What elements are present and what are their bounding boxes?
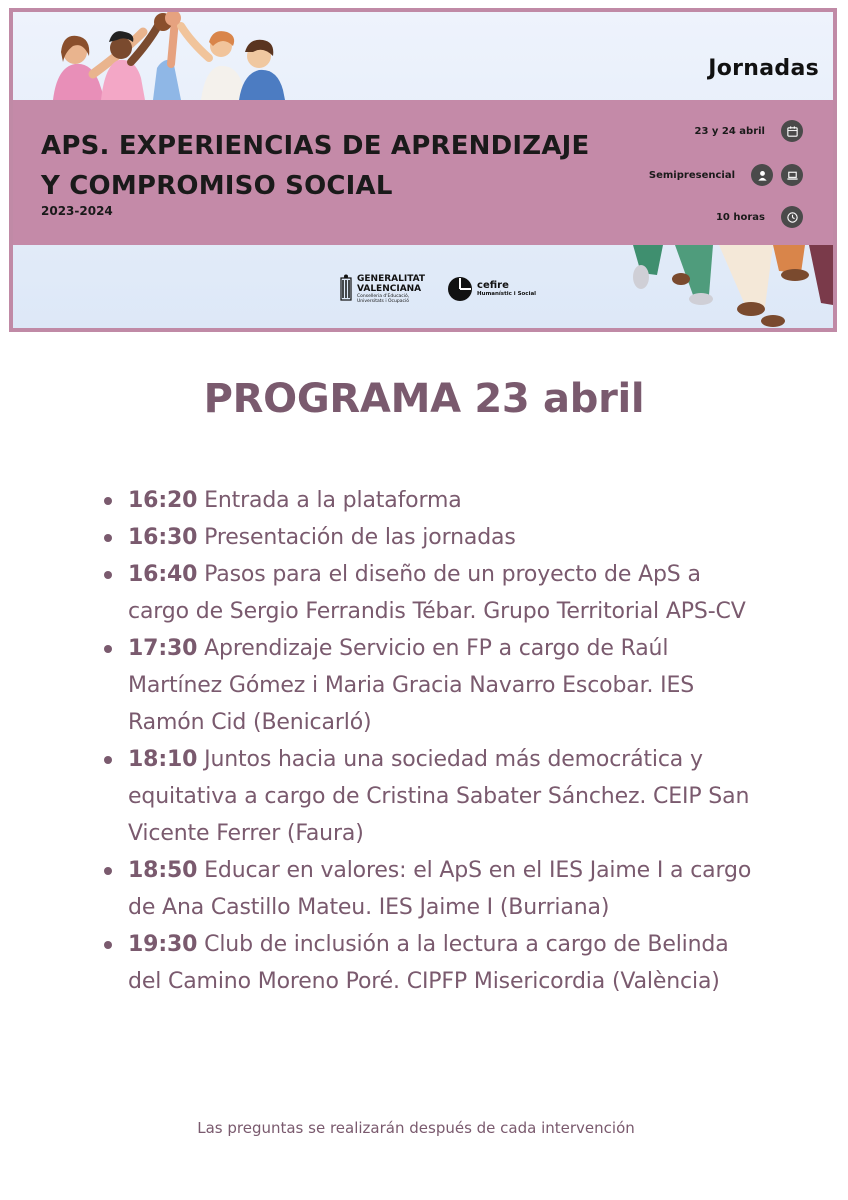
program-item xyxy=(128,482,768,519)
dates-text: 23 y 24 abril xyxy=(694,125,765,137)
program-item xyxy=(128,556,768,630)
event-label: Jornadas xyxy=(708,56,819,81)
gva-line2: VALENCIANA xyxy=(357,284,422,294)
item-text: Educar en valores: el ApS en el IES Jaime I a cargo de Ana Castillo Mateu. IES Jaime I (Burriana) xyxy=(128,858,752,920)
item-text: Entrada a la plataforma xyxy=(204,488,462,513)
event-banner xyxy=(9,8,837,332)
clock-icon xyxy=(781,206,803,228)
item-text: Club de inclusión a la lectura a cargo de Belinda del Camino Moreno Poré. CIPFP Misericordia (València) xyxy=(128,932,729,994)
program-item xyxy=(128,519,768,556)
info-dates xyxy=(695,120,804,142)
event-title xyxy=(41,126,641,206)
item-text: Juntos hacia una sociedad más democrática y equitativa a cargo de Cristina Sabater Sánchez. CEIP San Vicente Ferrer (Faura) xyxy=(128,747,750,846)
info-hours xyxy=(716,206,803,228)
legs-illustration xyxy=(623,245,833,328)
item-text: Presentación de las jornadas xyxy=(204,525,516,550)
item-time: 18:50 xyxy=(128,858,198,883)
cefire-mark-icon xyxy=(447,276,473,302)
item-text: Aprendizaje Servicio en FP a cargo de Raúl Martínez Gómez i Maria Gracia Navarro Escobar. IES Ramón Cid (Benicarló) xyxy=(128,636,695,735)
event-title-line1: APS. EXPERIENCIAS DE APRENDIZAJE xyxy=(41,131,590,161)
item-time: 16:30 xyxy=(128,525,198,550)
item-time: 17:30 xyxy=(128,636,198,661)
cefire-name: cefire xyxy=(477,280,509,291)
gva-sub2: Universitats i Ocupació xyxy=(357,299,409,304)
cefire-sub: Humanístic i Social xyxy=(477,291,537,297)
person-icon xyxy=(751,164,773,186)
program-list xyxy=(128,482,768,1000)
info-modality xyxy=(649,164,803,186)
program-title: PROGRAMA 23 abril xyxy=(203,376,645,422)
event-title-line2: Y COMPROMISO SOCIAL xyxy=(41,171,393,201)
laptop-icon xyxy=(781,164,803,186)
program-item xyxy=(128,926,768,1000)
hours-text: 10 horas xyxy=(715,211,765,223)
calendar-icon xyxy=(781,120,803,142)
gva-line1: GENERALITAT xyxy=(357,274,426,284)
logos-row xyxy=(339,274,536,304)
item-time: 19:30 xyxy=(128,932,198,957)
item-time: 16:40 xyxy=(128,562,198,587)
program-item xyxy=(128,741,768,852)
item-text: Pasos para el diseño de un proyecto de ApS a cargo de Sergio Ferrandis Tébar. Grupo Territorial APS-CV xyxy=(128,562,746,624)
item-time: 16:20 xyxy=(128,488,198,513)
title-band xyxy=(13,100,833,245)
gva-logo xyxy=(339,274,425,304)
modality-text: Semipresencial xyxy=(648,169,735,181)
event-year: 2023-2024 xyxy=(41,204,113,218)
program-item xyxy=(128,852,768,926)
footer-note: Las preguntas se realizarán después de cada intervención xyxy=(197,1119,635,1137)
gva-sub1: Conselleria d'Educació, xyxy=(357,294,410,299)
gva-emblem-icon xyxy=(339,274,353,304)
item-time: 18:10 xyxy=(128,747,198,772)
cefire-logo xyxy=(447,276,536,302)
program-item xyxy=(128,630,768,741)
